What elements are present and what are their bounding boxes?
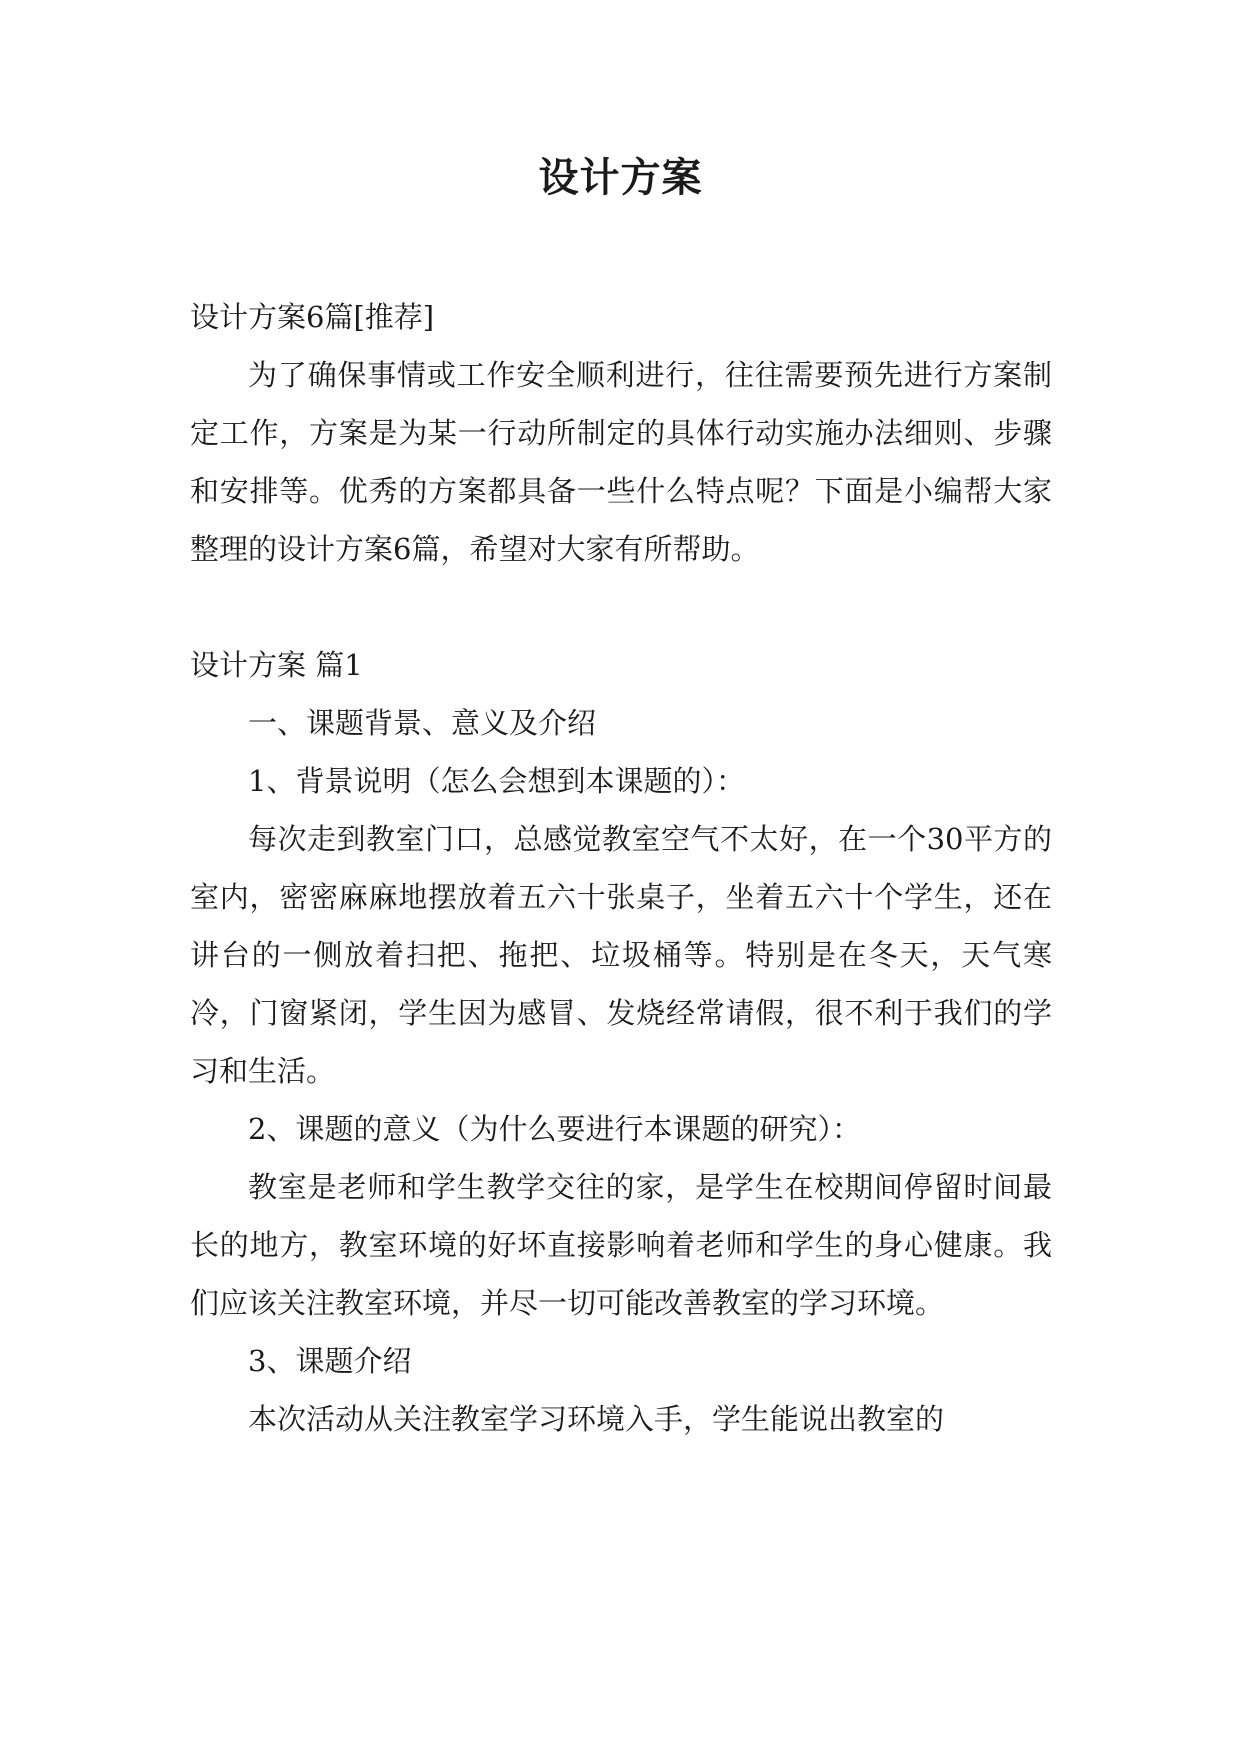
intro-paragraph: 为了确保事情或工作安全顺利进行，往往需要预先进行方案制定工作，方案是为某一行动所制定的具体行动实施办法细则、步骤和安排等。优秀的方案都具备一些什么特点呢？下面是小编帮大家整理的设计方案6篇，希望对大家有所帮助。 — [190, 358, 1052, 566]
section-heading: 设计方案 篇1 — [190, 648, 363, 682]
item2-paragraph: 教室是老师和学生教学交往的家，是学生在校期间停留时间最长的地方，教室环境的好坏直接影响着老师和学生的身心健康。我们应该关注教室环境，并尽一切可能改善教室的学习环境。 — [190, 1170, 1052, 1320]
item1-paragraph: 每次走到教室门口，总感觉教室空气不太好，在一个30平方的室内，密密麻麻地摆放着五六十张桌子，坐着五六十个学生，还在讲台的一侧放着扫把、拖把、垃圾桶等。特别是在冬天，天气寒冷，门窗紧闭，学生因为感冒、发烧经常请假，很不利于我们的学习和生活。 — [190, 822, 1052, 1088]
document-subtitle: 设计方案6篇[推荐] — [190, 300, 435, 334]
part1-heading: 一、课题背景、意义及介绍 — [248, 706, 597, 740]
document-body — [190, 288, 1052, 1448]
document-title: 设计方案 — [538, 155, 703, 201]
item3-heading: 3、课题介绍 — [248, 1344, 412, 1378]
item1-heading: 1、背景说明（怎么会想到本课题的）： — [248, 764, 745, 798]
item2-heading: 2、课题的意义（为什么要进行本课题的研究）： — [248, 1112, 861, 1146]
item3-paragraph: 本次活动从关注教室学习环境入手，学生能说出教室的 — [248, 1402, 945, 1436]
